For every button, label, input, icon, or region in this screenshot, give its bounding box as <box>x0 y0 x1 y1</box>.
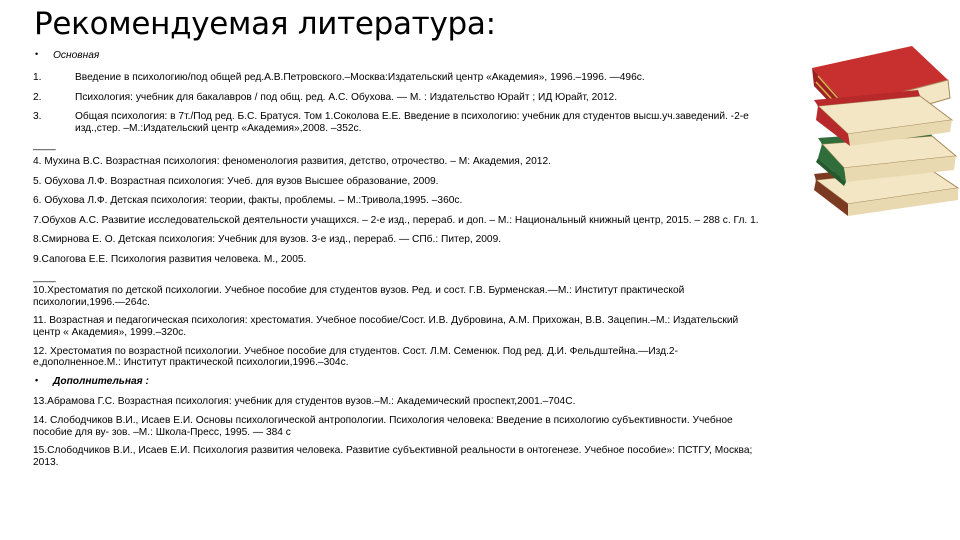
list-item-11: 11. Возрастная и педагогическая психология: хрестоматия. Учебное пособие/Сост. И.В. Дубровина, А.М. Прихожан, В.В. Зацепин.–М.: Издательский центр « Академия», 1999.–320с. <box>33 315 739 338</box>
page-title: Рекомендуемая литература: <box>34 6 496 42</box>
bullet: • <box>35 49 39 59</box>
list-item-5: 5. Обухова Л.Ф. Возрастная психология: Учеб. для вузов Высшее образование, 2009. <box>33 175 439 187</box>
section-extra: • Дополнительная : <box>35 374 149 387</box>
list-item-1: 1. Введение в психологию/под общей ред.А.В.Петровского.–Москва:Издательский центр «Академия», 1996.–1996. —496с. <box>33 72 645 83</box>
separator-2: ____ <box>33 271 56 283</box>
list-item-6: 6. Обухова Л.Ф. Детская психология: теории, факты, проблемы. – М.:Тривола,1995. –360с. <box>33 195 463 207</box>
section-main <box>33 50 863 64</box>
section-extra-label: Дополнительная : <box>53 375 149 387</box>
list-item-8: 8.Смирнова Е. О. Детская психология: Учебник для вузов. 3-е изд., перераб. — СПб.: Питер, 2009. <box>33 234 502 246</box>
list-item-10: 10.Хрестоматия по детской психологии. Учебное пособие для студентов вузов. Ред. и сост. Г.В. Бурменская.—М.: Институт практической психологии,1996.—264с. <box>33 285 685 308</box>
list-item-14: 14. Слободчиков В.И., Исаев Е.И. Основы психологической антропологии. Психология человека: Введение в психологию субъективности. Учебное пособие для ву- зов. –М.: Школа-Пресс, 1995. — 384 с <box>33 415 733 438</box>
list-item-7: 7.Обухов А.С. Развитие исследовательской деятельности учащихся. – 2-е изд., перераб. и доп. – М.: Национальный книжный центр, 2015. – 288 с. Гл. 1. <box>33 214 759 226</box>
list-item-3: 3. Общая психология: в 7т./Под ред. Б.С. Братуся. Том 1.Соколова Е.Е. Введение в психологию: учебник для студентов высш.уч.заведений. -2-е изд.,стер. –М.:Издательский центр «Академия»,2008. –352с. <box>33 111 749 134</box>
separator: ____ <box>33 140 56 152</box>
list-item-9: 9.Сапогова Е.Е. Психология развития человека. М., 2005. <box>33 253 307 265</box>
list-item-12: 12. Хрестоматия по возрастной психологии. Учебное пособие для студентов. Сост. Л.М. Семенюк. Под ред. Д.И. Фельдштейна.—Изд.2- е,дополненное.М.: Институт практической психологии,1996.–304с. <box>33 345 678 369</box>
reference-list <box>33 50 863 469</box>
section-main-label: Основная <box>53 50 100 61</box>
list-item-13: 13.Абрамова Г.С. Возрастная психология: учебник для студентов вузов.–М.: Академический проспект,2001.–704С. <box>33 395 576 407</box>
list-item-2: 2. Психология: учебник для бакалавров / под общ. ред. А.С. Обухова. — М. : Издательство Юрайт ; ИД Юрайт, 2012. <box>33 91 618 103</box>
list-item-15: 15.Слободчиков В.И., Исаев Е.И. Психология развития человека. Развитие субъективной реальности в онтогенезе. Учебное пособие»: ПСТГУ, Москва; 2013. <box>33 445 753 469</box>
list-item-4: 4. Мухина В.С. Возрастная психология: феноменология развития, детство, отрочество. – М: Академия, 2012. <box>33 155 551 167</box>
